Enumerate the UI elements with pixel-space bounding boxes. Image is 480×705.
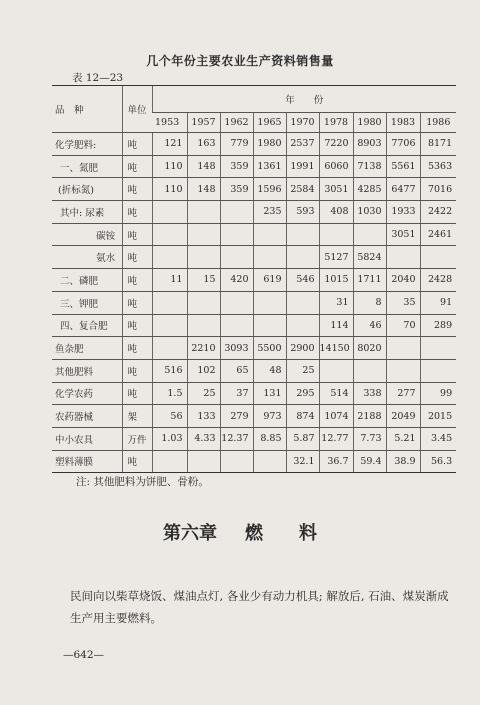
value-cell xyxy=(420,359,456,382)
row-label: 二、磷肥 xyxy=(52,269,122,292)
table-row xyxy=(52,405,456,428)
value-cell xyxy=(253,246,286,269)
value-cell: 114 xyxy=(319,314,353,337)
value-cell: 35 xyxy=(386,291,420,314)
table-row xyxy=(52,269,456,292)
page-number: —642— xyxy=(63,649,105,661)
value-cell: 295 xyxy=(286,382,319,405)
value-cell xyxy=(220,223,253,246)
table-row xyxy=(52,246,456,269)
year-header: 1983 xyxy=(386,113,420,133)
value-cell: 2584 xyxy=(286,178,319,201)
header-item: 品 种 xyxy=(52,86,122,133)
value-cell: 7138 xyxy=(353,155,386,178)
table-row xyxy=(52,450,456,473)
year-header: 1953 xyxy=(152,113,187,133)
year-header: 1962 xyxy=(220,113,253,133)
value-cell xyxy=(152,246,187,269)
value-cell: 338 xyxy=(353,382,386,405)
value-cell: 1015 xyxy=(319,269,353,292)
value-cell xyxy=(319,223,353,246)
value-cell: 56 xyxy=(152,405,187,428)
value-cell: 6477 xyxy=(386,178,420,201)
value-cell: 1030 xyxy=(353,201,386,224)
value-cell xyxy=(286,223,319,246)
table-row xyxy=(52,155,456,178)
value-cell: 70 xyxy=(386,314,420,337)
value-cell: 2210 xyxy=(187,337,220,360)
table-note: 注: 其他肥料为饼肥、骨粉。 xyxy=(76,476,209,488)
value-cell xyxy=(253,314,286,337)
row-label: 化学肥料: xyxy=(52,133,122,156)
value-cell: 110 xyxy=(152,178,187,201)
row-unit: 架 xyxy=(122,405,152,428)
value-cell: 25 xyxy=(187,382,220,405)
year-header: 1965 xyxy=(253,113,286,133)
value-cell: 874 xyxy=(286,405,319,428)
value-cell: 5.87 xyxy=(286,427,319,450)
value-cell: 2461 xyxy=(420,223,456,246)
value-cell: 7706 xyxy=(386,133,420,156)
value-cell: 110 xyxy=(152,155,187,178)
row-unit: 吨 xyxy=(122,155,152,178)
row-label: 中小农具 xyxy=(52,427,122,450)
value-cell: 8020 xyxy=(353,337,386,360)
value-cell: 15 xyxy=(187,269,220,292)
value-cell: 8 xyxy=(353,291,386,314)
value-cell: 1.5 xyxy=(152,382,187,405)
value-cell: 4.33 xyxy=(187,427,220,450)
value-cell: 3093 xyxy=(220,337,253,360)
table-row xyxy=(52,291,456,314)
value-cell xyxy=(152,201,187,224)
value-cell: 11 xyxy=(152,269,187,292)
row-label: 其他肥料 xyxy=(52,359,122,382)
header-unit: 单位 xyxy=(122,86,152,133)
value-cell xyxy=(152,291,187,314)
row-unit: 吨 xyxy=(122,291,152,314)
value-cell xyxy=(353,223,386,246)
row-unit: 吨 xyxy=(122,337,152,360)
value-cell xyxy=(220,246,253,269)
value-cell xyxy=(152,450,187,473)
value-cell xyxy=(386,337,420,360)
table-row xyxy=(52,133,456,156)
value-cell: 12.77 xyxy=(319,427,353,450)
value-cell xyxy=(187,201,220,224)
value-cell: 37 xyxy=(220,382,253,405)
value-cell: 25 xyxy=(286,359,319,382)
value-cell xyxy=(353,359,386,382)
page-title: 几个年份主要农业生产资料销售量 xyxy=(146,54,334,68)
value-cell: 779 xyxy=(220,133,253,156)
value-cell: 5500 xyxy=(253,337,286,360)
row-label: 氨水 xyxy=(52,246,122,269)
row-label: 鱼杂肥 xyxy=(52,337,122,360)
row-unit: 吨 xyxy=(122,133,152,156)
value-cell xyxy=(286,246,319,269)
value-cell: 5363 xyxy=(420,155,456,178)
value-cell: 7220 xyxy=(319,133,353,156)
row-label: (折标氮) xyxy=(52,178,122,201)
value-cell: 36.7 xyxy=(319,450,353,473)
value-cell: 2040 xyxy=(386,269,420,292)
value-cell xyxy=(386,246,420,269)
value-cell: 99 xyxy=(420,382,456,405)
value-cell: 8.85 xyxy=(253,427,286,450)
row-label: 四、复合肥 xyxy=(52,314,122,337)
value-cell: 1361 xyxy=(253,155,286,178)
value-cell xyxy=(220,291,253,314)
value-cell xyxy=(152,337,187,360)
value-cell xyxy=(286,314,319,337)
header-row xyxy=(52,86,456,113)
value-cell: 2537 xyxy=(286,133,319,156)
row-unit: 吨 xyxy=(122,223,152,246)
value-cell: 163 xyxy=(187,133,220,156)
row-label: 一、氮肥 xyxy=(52,155,122,178)
chapter-title xyxy=(0,519,480,545)
value-cell: 7.73 xyxy=(353,427,386,450)
value-cell xyxy=(386,359,420,382)
value-cell: 2188 xyxy=(353,405,386,428)
row-unit: 吨 xyxy=(122,269,152,292)
value-cell: 1074 xyxy=(319,405,353,428)
value-cell: 32.1 xyxy=(286,450,319,473)
value-cell xyxy=(152,314,187,337)
row-unit: 吨 xyxy=(122,450,152,473)
year-header: 1970 xyxy=(286,113,319,133)
value-cell: 5824 xyxy=(353,246,386,269)
value-cell: 2015 xyxy=(420,405,456,428)
value-cell: 277 xyxy=(386,382,420,405)
row-label: 碳铵 xyxy=(52,223,122,246)
value-cell: 121 xyxy=(152,133,187,156)
value-cell: 4285 xyxy=(353,178,386,201)
value-cell xyxy=(253,450,286,473)
row-unit: 吨 xyxy=(122,201,152,224)
value-cell: 5127 xyxy=(319,246,353,269)
table-row xyxy=(52,359,456,382)
row-label: 塑料薄膜 xyxy=(52,450,122,473)
value-cell: 31 xyxy=(319,291,353,314)
value-cell: 235 xyxy=(253,201,286,224)
value-cell: 546 xyxy=(286,269,319,292)
row-unit: 万件 xyxy=(122,427,152,450)
year-header: 1957 xyxy=(187,113,220,133)
value-cell xyxy=(220,450,253,473)
value-cell: 1596 xyxy=(253,178,286,201)
value-cell: 46 xyxy=(353,314,386,337)
value-cell: 2428 xyxy=(420,269,456,292)
value-cell xyxy=(187,246,220,269)
value-cell: 6060 xyxy=(319,155,353,178)
table-row xyxy=(52,382,456,405)
chapter-name: 燃 料 xyxy=(245,523,317,544)
value-cell xyxy=(420,246,456,269)
value-cell xyxy=(220,201,253,224)
row-unit: 吨 xyxy=(122,246,152,269)
row-label: 三、钾肥 xyxy=(52,291,122,314)
row-unit: 吨 xyxy=(122,382,152,405)
value-cell: 1991 xyxy=(286,155,319,178)
value-cell: 279 xyxy=(220,405,253,428)
value-cell: 2422 xyxy=(420,201,456,224)
value-cell: 514 xyxy=(319,382,353,405)
chapter-number: 第六章 xyxy=(163,523,217,544)
value-cell xyxy=(187,450,220,473)
value-cell: 102 xyxy=(187,359,220,382)
value-cell xyxy=(286,291,319,314)
value-cell: 65 xyxy=(220,359,253,382)
value-cell xyxy=(319,359,353,382)
value-cell: 1933 xyxy=(386,201,420,224)
value-cell: 408 xyxy=(319,201,353,224)
value-cell: 359 xyxy=(220,178,253,201)
value-cell: 619 xyxy=(253,269,286,292)
value-cell: 12.37 xyxy=(220,427,253,450)
value-cell: 8903 xyxy=(353,133,386,156)
value-cell xyxy=(187,314,220,337)
value-cell: 8171 xyxy=(420,133,456,156)
row-label: 化学农药 xyxy=(52,382,122,405)
year-header: 1980 xyxy=(353,113,386,133)
value-cell xyxy=(253,291,286,314)
value-cell xyxy=(152,223,187,246)
value-cell: 5.21 xyxy=(386,427,420,450)
value-cell: 593 xyxy=(286,201,319,224)
value-cell: 1.03 xyxy=(152,427,187,450)
value-cell: 7016 xyxy=(420,178,456,201)
value-cell xyxy=(420,337,456,360)
value-cell xyxy=(187,291,220,314)
row-unit: 吨 xyxy=(122,359,152,382)
row-label: 农药器械 xyxy=(52,405,122,428)
value-cell: 48 xyxy=(253,359,286,382)
value-cell: 1980 xyxy=(253,133,286,156)
value-cell: 973 xyxy=(253,405,286,428)
table-row xyxy=(52,427,456,450)
header-year-group: 年 份 xyxy=(152,86,456,113)
table-row xyxy=(52,337,456,360)
table-label: 表 12—23 xyxy=(72,72,124,84)
value-cell: 420 xyxy=(220,269,253,292)
value-cell: 2049 xyxy=(386,405,420,428)
value-cell: 148 xyxy=(187,178,220,201)
value-cell: 2900 xyxy=(286,337,319,360)
table-row xyxy=(52,201,456,224)
value-cell: 359 xyxy=(220,155,253,178)
value-cell: 133 xyxy=(187,405,220,428)
value-cell: 38.9 xyxy=(386,450,420,473)
value-cell: 3051 xyxy=(386,223,420,246)
value-cell: 59.4 xyxy=(353,450,386,473)
row-unit: 吨 xyxy=(122,178,152,201)
year-header: 1978 xyxy=(319,113,353,133)
value-cell xyxy=(220,314,253,337)
table-row xyxy=(52,314,456,337)
value-cell: 5561 xyxy=(386,155,420,178)
table-row xyxy=(52,178,456,201)
value-cell: 516 xyxy=(152,359,187,382)
value-cell: 14150 xyxy=(319,337,353,360)
value-cell: 91 xyxy=(420,291,456,314)
row-label: 其中: 尿素 xyxy=(52,201,122,224)
value-cell: 56.3 xyxy=(420,450,456,473)
value-cell: 289 xyxy=(420,314,456,337)
value-cell: 148 xyxy=(187,155,220,178)
row-unit: 吨 xyxy=(122,314,152,337)
year-header: 1986 xyxy=(420,113,456,133)
body-paragraph: 民间向以柴草烧饭、煤油点灯, 各业少有动力机具; 解放后, 石油、煤炭渐成生产用主要燃料。 xyxy=(70,589,449,625)
value-cell xyxy=(187,223,220,246)
value-cell: 3.45 xyxy=(420,427,456,450)
value-cell: 1711 xyxy=(353,269,386,292)
value-cell xyxy=(253,223,286,246)
data-table xyxy=(52,85,456,473)
value-cell: 3051 xyxy=(319,178,353,201)
value-cell: 131 xyxy=(253,382,286,405)
table-row xyxy=(52,223,456,246)
